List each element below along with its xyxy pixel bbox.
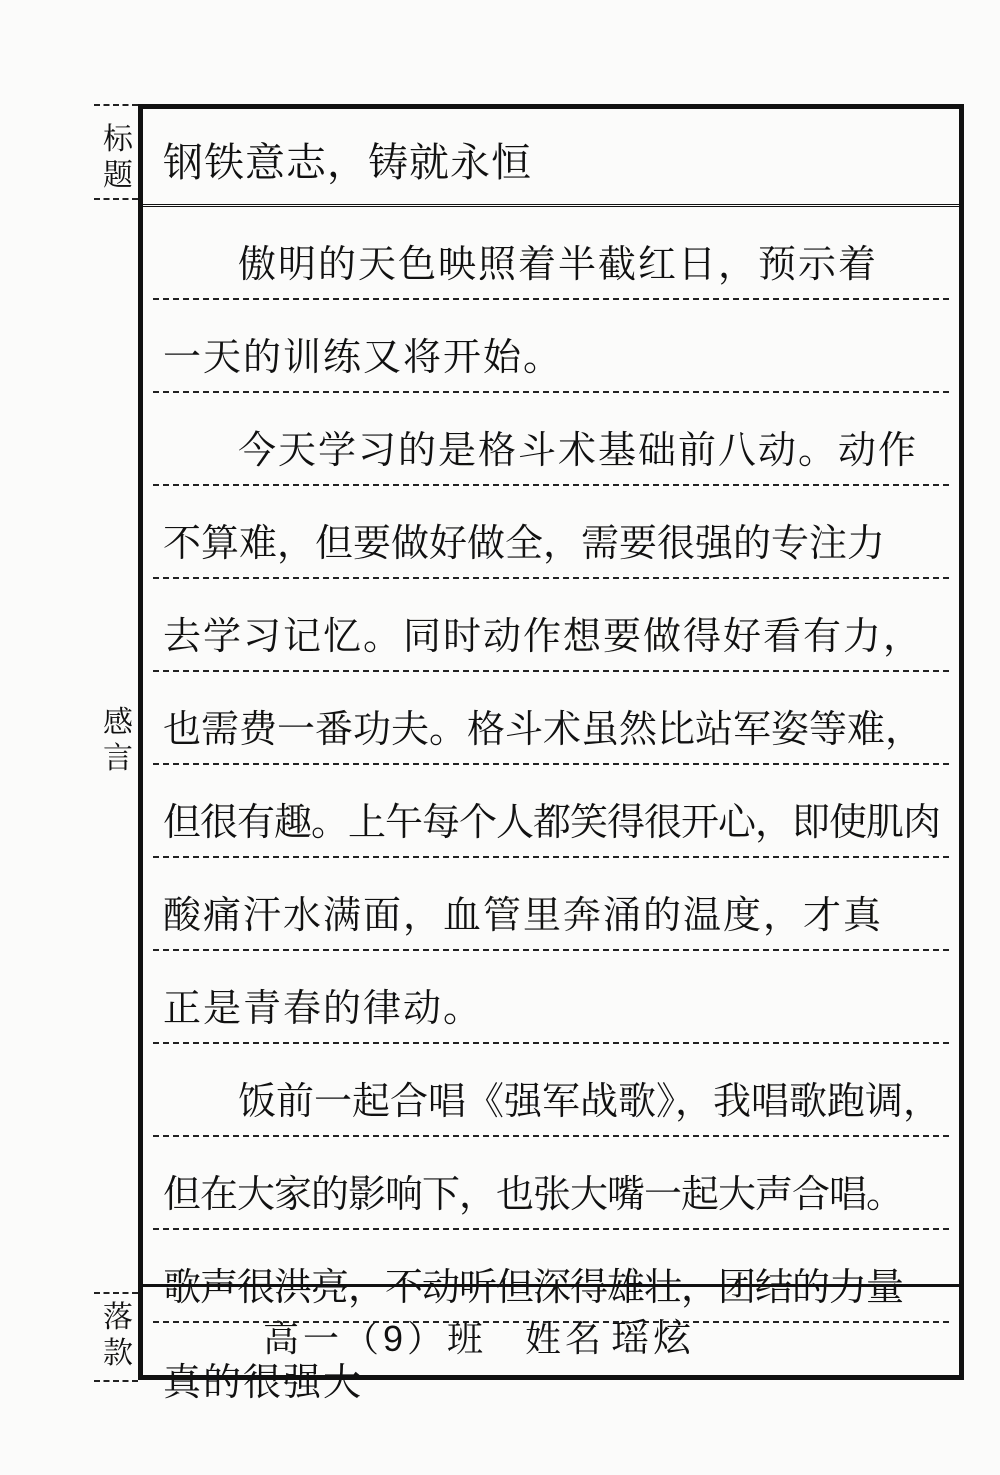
label-divider	[94, 1380, 138, 1382]
line-text: 正是青春的律动。	[163, 986, 484, 1030]
writing-frame	[138, 104, 964, 1404]
text-line	[153, 393, 949, 486]
line-text: 一天的训练又将开始。	[163, 335, 564, 379]
signature-label	[98, 1300, 138, 1372]
text-line	[153, 300, 949, 393]
line-text: 不算难，但要做好做全，需要很强的专注力	[163, 521, 886, 565]
line-text: 歌声很洪亮，不动听但深得雄壮，团结的力量	[163, 1265, 904, 1309]
feelings-label	[98, 705, 138, 777]
text-line	[153, 207, 949, 300]
label-divider	[94, 198, 138, 200]
line-text: 饭前一起合唱《强军战歌》，我唱歌跑调，	[238, 1079, 942, 1123]
text-line	[153, 672, 949, 765]
text-line	[153, 951, 949, 1044]
title-row	[143, 109, 959, 207]
class-name: 高一（9）班	[263, 1318, 488, 1359]
line-text: 傲明的天色映照着半截红日，预示着	[238, 242, 879, 286]
signature-text	[263, 1307, 695, 1362]
text-line	[153, 579, 949, 672]
text-line	[153, 486, 949, 579]
text-line	[153, 1044, 949, 1137]
title-label	[98, 122, 138, 194]
label-divider	[94, 1292, 138, 1294]
line-text: 但很有趣。上午每个人都笑得很开心，即使肌肉	[163, 800, 941, 844]
line-text: 但在大家的影响下，也张大嘴一起大声合唱。	[163, 1172, 904, 1216]
essay-title: 钢铁意志，铸就永恒	[163, 140, 532, 186]
line-text: 真的很强大	[163, 1360, 364, 1404]
label-divider	[94, 104, 138, 106]
name-label: 姓名	[525, 1318, 606, 1359]
line-text: 去学习记忆。同时动作想要做得好看有力，	[163, 614, 924, 658]
text-line	[153, 858, 949, 951]
feelings-label-text: 感言	[103, 705, 133, 776]
title-label-text: 标题	[103, 122, 133, 193]
student-name: 瑶炫	[611, 1316, 696, 1360]
signature-row	[143, 1284, 959, 1375]
signature-label-text: 落款	[103, 1300, 133, 1371]
text-line	[153, 765, 949, 858]
line-text: 今天学习的是格斗术基础前八动。动作	[238, 428, 919, 472]
line-text: 也需费一番功夫。格斗术虽然比站军姿等难，	[163, 707, 924, 751]
line-text: 酸痛汗水满面，血管里奔涌的温度，才真	[163, 893, 884, 937]
text-line	[153, 1137, 949, 1230]
